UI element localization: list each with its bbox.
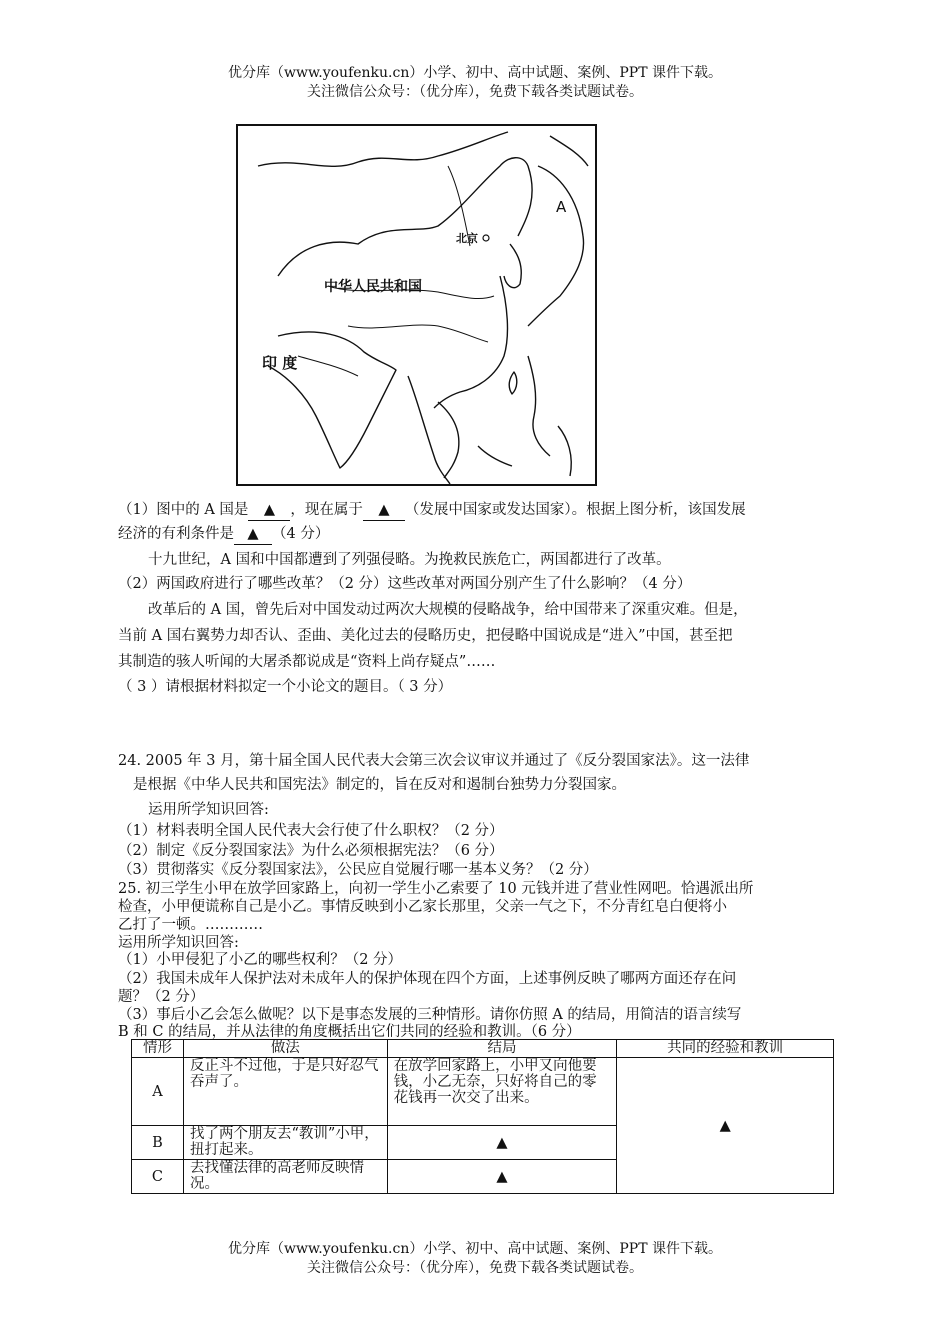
- page-footer: [0, 1240, 950, 1278]
- q25-line1: 25. 初三学生小甲在放学回家路上，向初一学生小乙索要了 10 元钱并进了营业性网吧。恰遇派出所: [118, 881, 754, 897]
- row-a-result: 在放学回家路上，小甲又向他要钱，小乙无奈，只好将自己的零花钱再一次交了出来。: [387, 1058, 617, 1126]
- map-label-beijing: 北京: [456, 232, 478, 245]
- q25-question2-line2: 题？（2 分）: [118, 989, 205, 1005]
- header-line-2: 关注微信公众号：（优分库），免费下载各类试题试卷。: [307, 84, 643, 100]
- q23-material-line2: 当前 A 国右翼势力却否认、歪曲、美化过去的侵略历史，把侵略中国说成是“进入”中国，甚至把: [118, 628, 733, 644]
- q25-question1: （1）小甲侵犯了小乙的哪些权利？（2 分）: [118, 952, 403, 968]
- q23-material-line1: 改革后的 A 国，曾先后对中国发动过两次大规模的侵略战争，给中国带来了深重灾难。但是，: [148, 602, 748, 618]
- answer-blank-2[interactable]: ▲: [363, 500, 405, 521]
- map-label-china: 中华人民共和国: [324, 279, 422, 295]
- row-a-method: 反正斗不过他，于是只好忍气吞声了。: [183, 1058, 387, 1126]
- q25-question3-line1: （3）事后小乙会怎么做呢？以下是事态发展的三种情形。请你仿照 A 的结局，用简洁的语言续写: [118, 1007, 742, 1023]
- q24-line3: 运用所学知识回答:: [148, 802, 269, 818]
- q25-line2: 检查，小甲便谎称自己是小乙。事情反映到小乙家长那里，父亲一气之下，不分青红皂白便将小: [118, 899, 727, 915]
- east-asia-map: [236, 124, 597, 486]
- row-a-case: A: [132, 1058, 184, 1126]
- q23-intro: 十九世纪，A 国和中国都遭到了列强侵略。为挽救民族危亡，两国都进行了改革。: [148, 552, 671, 568]
- q24-question2: （2）制定《反分裂国家法》为什么必须根据宪法？（6 分）: [118, 843, 504, 859]
- q23-part1-line2: 经济的有利条件是 ▲ （4 分）: [118, 524, 329, 545]
- q24-line2: 是根据《中华人民共和国宪法》制定的，旨在反对和遏制台独势力分裂国家。: [133, 777, 626, 793]
- common-lesson-answer[interactable]: ▲: [617, 1058, 834, 1194]
- q23-part3: （ 3 ）请根据材料拟定一个小论文的题目。（ 3 分）: [118, 679, 453, 695]
- table-header-row: [132, 1040, 834, 1058]
- row-c-result-answer[interactable]: ▲: [387, 1160, 617, 1194]
- map-label-india: 印 度: [262, 354, 298, 372]
- row-c-method: 去找懂法律的高老师反映情况。: [183, 1160, 387, 1194]
- table-header-method: 做法: [183, 1040, 387, 1058]
- table-row: [132, 1058, 834, 1126]
- page-header: [0, 64, 950, 102]
- q25-table: [131, 1039, 834, 1194]
- header-line-1: 优分库（www.youfenku.cn）小学、初中、高中试题、案例、PPT 课件下载。: [227, 65, 722, 81]
- table-header-result: 结局: [387, 1040, 617, 1058]
- map-outline-drawing: [238, 126, 595, 484]
- q23-material-line3: 其制造的骇人听闻的大屠杀都说成是“资料上尚存疑点”……: [118, 654, 496, 670]
- map-label-a: A: [556, 198, 567, 216]
- footer-line-2: 关注微信公众号：（优分库），免费下载各类试题试卷。: [307, 1260, 643, 1276]
- q23-part1-line1: （1）图中的 A 国是 ▲ ，现在属于 ▲ （发展中国家或发达国家）。根据上图分析，该国发展: [118, 500, 746, 521]
- q25-question2-line1: （2）我国未成年人保护法对未成年人的保护体现在四个方面，上述事例反映了哪两方面还存在问: [118, 971, 737, 987]
- q24-line1: 24. 2005 年 3 月，第十届全国人民代表大会第三次会议审议并通过了《反分裂国家法》。这一法律: [118, 753, 750, 769]
- q24-question1: （1）材料表明全国人民代表大会行使了什么职权？（2 分）: [118, 823, 504, 839]
- row-c-case: C: [132, 1160, 184, 1194]
- answer-blank-1[interactable]: ▲: [248, 500, 290, 521]
- q24-question3: （3）贯彻落实《反分裂国家法》，公民应自觉履行哪一基本义务？（2 分）: [118, 862, 598, 878]
- row-b-method: 找了两个朋友去“教训”小甲，扭打起来。: [183, 1126, 387, 1160]
- table-header-lesson: 共同的经验和教训: [617, 1040, 834, 1058]
- table-header-case: 情形: [132, 1040, 184, 1058]
- q25-line3: 乙打了一顿。…………: [118, 917, 263, 933]
- q23-part2: （2）两国政府进行了哪些改革？（2 分）这些改革对两国分别产生了什么影响？（4 分）: [118, 576, 692, 592]
- answer-blank-3[interactable]: ▲: [234, 524, 272, 545]
- row-b-result-answer[interactable]: ▲: [387, 1126, 617, 1160]
- q25-question3-line2: B 和 C 的结局，并从法律的角度概括出它们共同的经验和教训。（6 分）: [118, 1024, 581, 1040]
- q25-line4: 运用所学知识回答:: [118, 935, 239, 951]
- footer-line-1: 优分库（www.youfenku.cn）小学、初中、高中试题、案例、PPT 课件下载。: [227, 1241, 722, 1257]
- row-b-case: B: [132, 1126, 184, 1160]
